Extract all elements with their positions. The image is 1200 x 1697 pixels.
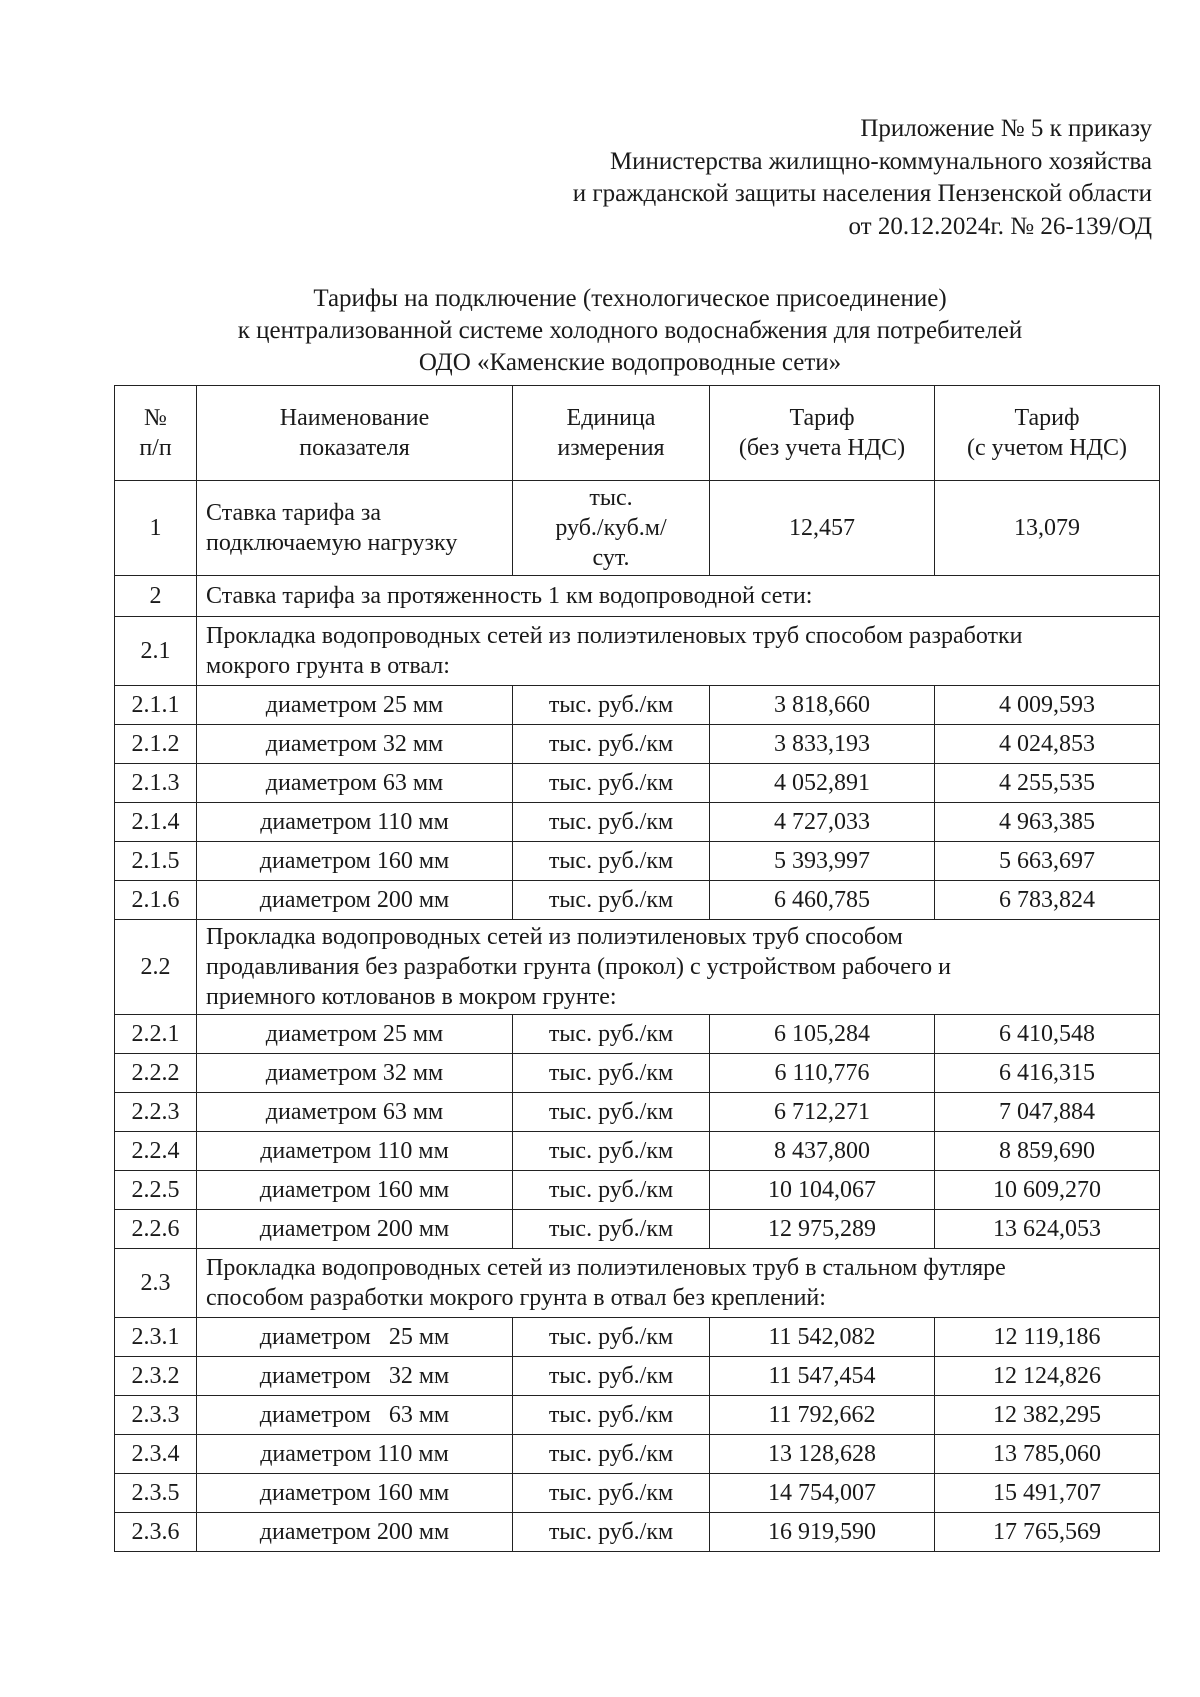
row-tariff-no-vat: 11 542,082: [710, 1318, 935, 1357]
section-num: 2.1: [115, 617, 197, 686]
header-cell-tariff-no-vat: [710, 386, 935, 481]
row-unit: тыс. руб./км: [513, 803, 710, 842]
table-row: [115, 1396, 1160, 1435]
row-tariff-no-vat: 4 052,891: [710, 764, 935, 803]
header-line-2: Министерства жилищно-коммунального хозяйства: [609, 147, 1152, 175]
row-unit: тыс. руб./км: [513, 1357, 710, 1396]
row-tariff-vat: 10 609,270: [935, 1171, 1160, 1210]
row-num: 2.1.2: [115, 725, 197, 764]
table-row: [115, 803, 1160, 842]
title-line-2: к централизованной системе холодного водоснабжения для потребителей: [237, 317, 1023, 344]
row-tariff-vat: 13 785,060: [935, 1435, 1160, 1474]
row-tariff-vat: 13 624,053: [935, 1210, 1160, 1249]
section-title-line: продавливания без разработки грунта (прокол) с устройством рабочего и: [206, 954, 951, 980]
header-unit-line-2: измерения: [557, 435, 665, 461]
row-tariff-no-vat: 12 975,289: [710, 1210, 935, 1249]
row-unit: тыс. руб./км: [513, 1015, 710, 1054]
row-num: 2.3.1: [115, 1318, 197, 1357]
title-line-1: Тарифы на подключение (технологическое присоединение): [313, 285, 947, 312]
row-unit: тыс. руб./км: [513, 1396, 710, 1435]
row-unit-line-2: руб./куб.м/: [555, 515, 667, 541]
row-tariff-vat: 6 783,824: [935, 881, 1160, 920]
row-section-title: [197, 576, 1160, 617]
section-title-line: Прокладка водопроводных сетей из полиэтиленовых труб способом разработки: [206, 623, 1023, 649]
table-row: [115, 725, 1160, 764]
row-unit: тыс. руб./км: [513, 764, 710, 803]
row-tariff-vat: 6 410,548: [935, 1015, 1160, 1054]
table-row: [115, 1357, 1160, 1396]
row-tariff-no-vat: 3 818,660: [710, 686, 935, 725]
section-num: 2.2: [115, 920, 197, 1015]
row-unit: тыс. руб./км: [513, 1435, 710, 1474]
row-tariff-no-vat: 11 792,662: [710, 1396, 935, 1435]
section-row: [115, 617, 1160, 686]
header-line-1: Приложение № 5 к приказу: [860, 115, 1152, 142]
row-name: диаметром 160 мм: [197, 1474, 513, 1513]
row-name: диаметром 160 мм: [197, 1171, 513, 1210]
row-name: диаметром 110 мм: [197, 1435, 513, 1474]
row-name-line-2: подключаемую нагрузку: [206, 530, 458, 556]
row-name: диаметром 63 мм: [197, 764, 513, 803]
row-tariff-vat: 6 416,315: [935, 1054, 1160, 1093]
table-row: [115, 1054, 1160, 1093]
header-no-vat-line-2: (без учета НДС): [738, 435, 906, 461]
row-name: диаметром 110 мм: [197, 1132, 513, 1171]
row-num: 2.3.5: [115, 1474, 197, 1513]
table-row: [115, 686, 1160, 725]
table-row: [115, 1093, 1160, 1132]
row-unit: тыс. руб./км: [513, 686, 710, 725]
header-cell-num: [115, 386, 197, 481]
document-header: [573, 113, 1152, 243]
tariffs-table-body: [115, 386, 1160, 1552]
section-num: 2.3: [115, 1249, 197, 1318]
section-title: [197, 617, 1160, 686]
table-row: [115, 1318, 1160, 1357]
header-cell-unit: [513, 386, 710, 481]
section-row: [115, 1249, 1160, 1318]
row-num: 1: [115, 481, 197, 576]
row-tariff-no-vat: 5 393,997: [710, 842, 935, 881]
row-tariff-vat: 8 859,690: [935, 1132, 1160, 1171]
row-unit: тыс. руб./км: [513, 842, 710, 881]
row-num: 2.2.4: [115, 1132, 197, 1171]
row-tariff-vat: 4 963,385: [935, 803, 1160, 842]
row-tariff-no-vat: 6 460,785: [710, 881, 935, 920]
table-row: [115, 1015, 1160, 1054]
table-row: [115, 1474, 1160, 1513]
header-line-4: от 20.12.2024г. № 26-139/ОД: [848, 212, 1152, 240]
row-unit: тыс. руб./км: [513, 1132, 710, 1171]
row-tariff-vat: 15 491,707: [935, 1474, 1160, 1513]
row-name: диаметром 25 мм: [197, 686, 513, 725]
row-name: диаметром 63 мм: [197, 1396, 513, 1435]
row-name-line-1: Ставка тарифа за: [206, 500, 382, 526]
row-tariff-no-vat: 4 727,033: [710, 803, 935, 842]
row-tariff-vat: 12 382,295: [935, 1396, 1160, 1435]
row-num: 2.3.3: [115, 1396, 197, 1435]
row-num: 2.1.4: [115, 803, 197, 842]
row-tariff-no-vat: 14 754,007: [710, 1474, 935, 1513]
row-tariff-no-vat: 11 547,454: [710, 1357, 935, 1396]
row-name: диаметром 32 мм: [197, 1054, 513, 1093]
section-title-line: приемного котлованов в мокром грунте:: [206, 984, 617, 1010]
row-unit: тыс. руб./км: [513, 1513, 710, 1552]
row-tariff-no-vat: 6 712,271: [710, 1093, 935, 1132]
row-name: диаметром 110 мм: [197, 803, 513, 842]
row-tariff-vat: 5 663,697: [935, 842, 1160, 881]
table-row: [115, 1132, 1160, 1171]
row-num: 2.1.6: [115, 881, 197, 920]
table-row: [115, 1513, 1160, 1552]
row-name: диаметром 160 мм: [197, 842, 513, 881]
row-tariff-no-vat: 16 919,590: [710, 1513, 935, 1552]
row-num: 2.3.2: [115, 1357, 197, 1396]
row-tariff-no-vat: 6 110,776: [710, 1054, 935, 1093]
table-row: [115, 842, 1160, 881]
row-unit: [513, 481, 710, 576]
row-tariff-vat: 12 124,826: [935, 1357, 1160, 1396]
row-name: диаметром 200 мм: [197, 881, 513, 920]
header-cell-name: [197, 386, 513, 481]
row-num: 2.3.4: [115, 1435, 197, 1474]
row-name: диаметром 200 мм: [197, 1210, 513, 1249]
row-unit: тыс. руб./км: [513, 1054, 710, 1093]
table-row: [115, 881, 1160, 920]
row-tariff-vat: 4 024,853: [935, 725, 1160, 764]
table-row: [115, 1210, 1160, 1249]
row-tariff-no-vat: 8 437,800: [710, 1132, 935, 1171]
row-name: диаметром 32 мм: [197, 1357, 513, 1396]
header-vat-line-1: Тариф: [1014, 405, 1080, 431]
section-title-line: способом разработки мокрого грунта в отвал без креплений:: [206, 1285, 826, 1311]
row-name: диаметром 25 мм: [197, 1015, 513, 1054]
table-row: [115, 1171, 1160, 1210]
row-tariff-vat: 13,079: [935, 481, 1160, 576]
row-num: 2: [115, 576, 197, 617]
header-no-vat-line-1: Тариф: [789, 405, 855, 431]
row-unit: тыс. руб./км: [513, 881, 710, 920]
row-unit-line-3: сут.: [592, 545, 630, 571]
row-unit: тыс. руб./км: [513, 1093, 710, 1132]
row-unit: тыс. руб./км: [513, 1171, 710, 1210]
header-unit-line-1: Единица: [566, 405, 656, 431]
table-row: [115, 764, 1160, 803]
row-num: 2.1.1: [115, 686, 197, 725]
section-title: [197, 1249, 1160, 1318]
document-title: [0, 283, 1200, 379]
row-num: 2.2.5: [115, 1171, 197, 1210]
row-tariff-vat: 4 009,593: [935, 686, 1160, 725]
row-tariff-no-vat: 13 128,628: [710, 1435, 935, 1474]
row-num: 2.2.2: [115, 1054, 197, 1093]
row-num: 2.2.3: [115, 1093, 197, 1132]
header-num-line-2: п/п: [139, 435, 172, 461]
row-tariff-no-vat: 10 104,067: [710, 1171, 935, 1210]
header-name-line-2: показателя: [299, 435, 410, 461]
row-num: 2.1.5: [115, 842, 197, 881]
table-row: [115, 576, 1160, 617]
table-row: [115, 481, 1160, 576]
header-vat-line-2: (с учетом НДС): [967, 435, 1127, 461]
header-line-3: и гражданской защиты населения Пензенской области: [572, 180, 1152, 207]
table-header-row: [115, 386, 1160, 481]
row-unit: тыс. руб./км: [513, 1474, 710, 1513]
row-name: [197, 481, 513, 576]
tariffs-table: [114, 385, 1160, 1552]
row-unit: тыс. руб./км: [513, 725, 710, 764]
section-title-line: мокрого грунта в отвал:: [206, 653, 450, 679]
row-name: диаметром 63 мм: [197, 1093, 513, 1132]
row-tariff-vat: 4 255,535: [935, 764, 1160, 803]
row-tariff-no-vat: 12,457: [710, 481, 935, 576]
row-name: диаметром 200 мм: [197, 1513, 513, 1552]
header-name-line-1: Наименование: [279, 405, 430, 431]
row-unit: тыс. руб./км: [513, 1318, 710, 1357]
row-num: 2.2.1: [115, 1015, 197, 1054]
section-row: [115, 920, 1160, 1015]
row-num: 2.3.6: [115, 1513, 197, 1552]
title-line-3: ОДО «Каменские водопроводные сети»: [418, 349, 842, 376]
row-tariff-vat: 12 119,186: [935, 1318, 1160, 1357]
row-name: диаметром 32 мм: [197, 725, 513, 764]
row-tariff-vat: 17 765,569: [935, 1513, 1160, 1552]
row-name: диаметром 25 мм: [197, 1318, 513, 1357]
header-cell-tariff-vat: [935, 386, 1160, 481]
section-title: [197, 920, 1160, 1015]
row-unit-line-1: тыс.: [589, 485, 633, 511]
row-unit: тыс. руб./км: [513, 1210, 710, 1249]
row-section-title-text: Ставка тарифа за протяженность 1 км водопроводной сети:: [206, 583, 813, 609]
row-tariff-no-vat: 6 105,284: [710, 1015, 935, 1054]
row-num: 2.1.3: [115, 764, 197, 803]
row-num: 2.2.6: [115, 1210, 197, 1249]
section-title-line: Прокладка водопроводных сетей из полиэтиленовых труб способом: [206, 924, 903, 950]
section-title-line: Прокладка водопроводных сетей из полиэтиленовых труб в стальном футляре: [206, 1255, 1006, 1281]
row-tariff-vat: 7 047,884: [935, 1093, 1160, 1132]
table-row: [115, 1435, 1160, 1474]
row-tariff-no-vat: 3 833,193: [710, 725, 935, 764]
header-num-line-1: №: [144, 405, 167, 431]
